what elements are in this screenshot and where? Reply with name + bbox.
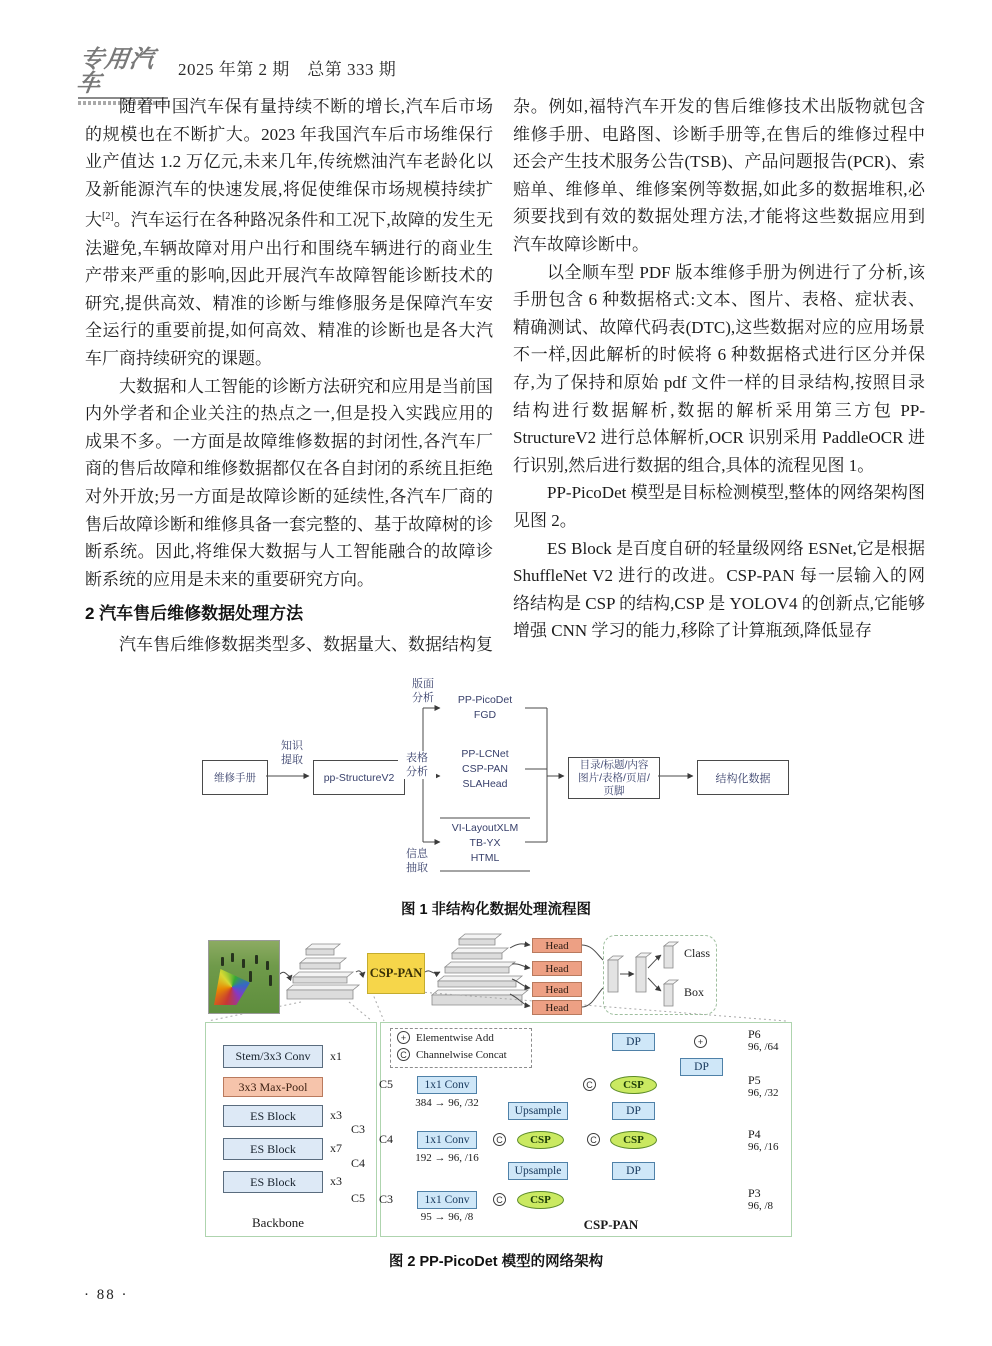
feature-pyramid-small bbox=[287, 944, 359, 999]
stage-line: CSP-PAN bbox=[462, 763, 508, 775]
page-number: · 88 · bbox=[84, 1287, 129, 1303]
flow-stage-picodet bbox=[445, 693, 525, 723]
channelwise-concat-icon: C bbox=[397, 1048, 410, 1061]
elementwise-add-icon: + bbox=[397, 1031, 410, 1044]
paragraph: PP-PicoDet 模型是目标检测模型,整体的网络架构图见图 2。 bbox=[513, 483, 925, 530]
backbone-title: Backbone bbox=[252, 1215, 304, 1230]
es-block-2: ES Block bbox=[223, 1138, 323, 1160]
edge-label-line: 分析 bbox=[406, 766, 428, 778]
flow-stage-lcnet bbox=[445, 747, 525, 792]
legend-box bbox=[390, 1028, 532, 1068]
figure-2-caption: 图 2 PP-PicoDet 模型的网络架构 bbox=[388, 1254, 604, 1270]
paragraph: 汽车售后维修数据类型多、数据量大、数据结构复 bbox=[119, 634, 493, 654]
es-block-2-mult: x7 bbox=[330, 1141, 342, 1155]
stage-line: PP-PicoDet bbox=[457, 694, 513, 706]
head-block-3: Head bbox=[532, 982, 582, 997]
csppan-title: CSP-PAN bbox=[583, 1217, 639, 1232]
stem-mult: x1 bbox=[330, 1049, 342, 1063]
stage-line: PP-LCNet bbox=[461, 748, 509, 760]
output-p6-name: P6 bbox=[748, 1027, 761, 1041]
edge-label-info-extract bbox=[398, 847, 436, 875]
paragraph: ES Block 是百度自研的轻量级网络 ESNet,它是根据 ShuffleNet V2 进行的改进。CSP-PAN 每一层输入的网络结构是 CSP 的结构,CSP 是 YOLOV4 的创新点,它能够增强 CNN 学习的能力,移除了计算瓶颈,降低显存 bbox=[513, 538, 925, 641]
head-block-1: Head bbox=[532, 938, 582, 953]
edge-label-table-analysis bbox=[398, 751, 436, 779]
dims-c3: 95 → 96, /8 bbox=[420, 1211, 474, 1223]
stage-line: SLAHead bbox=[462, 778, 508, 790]
tap-c5-label: C5 bbox=[351, 1191, 366, 1205]
edge-label-line: 版面 bbox=[412, 678, 434, 690]
class-output-label: Class bbox=[684, 946, 711, 960]
edge-label-line: 表格 bbox=[406, 752, 428, 764]
result-line: 页脚 bbox=[603, 784, 625, 797]
person-figure bbox=[242, 959, 245, 968]
issue-info: 2025 年第 2 期 总第 333 期 bbox=[178, 60, 397, 79]
column-right bbox=[513, 93, 925, 645]
dp-block-p4-to-p5: DP bbox=[612, 1102, 655, 1120]
flow-node-repair-manual: 维修手册 bbox=[202, 760, 268, 795]
maxpool-block: 3x3 Max-Pool bbox=[223, 1077, 323, 1097]
head-block-2: Head bbox=[532, 961, 582, 976]
paragraph: 杂。例如,福特汽车开发的售后维修技术出版物就包含维修手册、电路图、诊断手册等,在售后的维修过程中还会产生技术服务公告(TSB)、产品问题报告(PCR)、索赔单、维修单、维修案例等数据,如此多的数据堆积,必须要找到有效的数据处理方法,才能将这些数据应用到汽车故障诊断中。 bbox=[513, 97, 925, 254]
input-c4-label: C4 bbox=[379, 1132, 394, 1146]
edge-label-line: 分析 bbox=[412, 692, 434, 704]
stage-line: VI-LayoutXLM bbox=[451, 822, 519, 834]
section-heading: 2 汽车售后维修数据处理方法 bbox=[85, 604, 304, 624]
figure-2-network-architecture bbox=[200, 932, 800, 1244]
figure-1-caption: 图 1 非结构化数据处理流程图 bbox=[400, 902, 592, 918]
dp-block-p5-to-p6: DP bbox=[680, 1058, 723, 1076]
legend-elementwise-add bbox=[397, 1031, 531, 1044]
conv-1x1-c5: 1x1 Conv bbox=[417, 1076, 477, 1094]
concat-node-c4: C bbox=[493, 1133, 506, 1146]
dims-c4: 192 → 96, /16 bbox=[415, 1152, 479, 1164]
es-block-1: ES Block bbox=[223, 1105, 323, 1127]
output-p5-dims: 96, /32 bbox=[748, 1087, 779, 1099]
csp-block-p5: CSP bbox=[610, 1076, 657, 1094]
upsample-block-1: Upsample bbox=[508, 1102, 568, 1120]
kite-graphic bbox=[214, 969, 250, 1005]
edge-label-line: 信息 bbox=[406, 848, 428, 860]
column-left bbox=[85, 93, 493, 659]
concat-node-p4: C bbox=[587, 1133, 600, 1146]
output-p3-name: P3 bbox=[748, 1186, 761, 1200]
person-figure bbox=[255, 955, 258, 964]
concat-node-c3: C bbox=[493, 1193, 506, 1206]
conv-1x1-c4: 1x1 Conv bbox=[417, 1131, 477, 1149]
input-c3-label: C3 bbox=[379, 1192, 394, 1206]
output-p4-dims: 96, /16 bbox=[748, 1141, 779, 1153]
flow-node-structured-data: 结构化数据 bbox=[697, 760, 789, 795]
flow-node-pp-structure: pp-StructureV2 bbox=[313, 760, 405, 795]
csp-block-p3: CSP bbox=[517, 1191, 564, 1209]
paragraph: 以全顺车型 PDF 版本维修手册为例进行了分析,该手册包含 6 种数据格式:文本、图片、表格、症状表、精确测试、故障代码表(DTC),这些数据对应的应用场景不一样,因此解析的时候将 6 种数据格式进行区分并保存,为了保持和原始 pdf 文件一样的目录结构,按照目录结构进行数据解析,数据的解析采用第三方包 PP-StructureV2 进行总体解析,OCR 识别采用 PaddleOCR 进行识别,然后进行数据的组合,具体的流程见图 1。 bbox=[513, 262, 925, 475]
output-p6-dims: 96, /64 bbox=[748, 1041, 779, 1053]
paragraph-text: 。汽车运行在各种路况条件和工况下,故障的发生无法避免,车辆故障对用户出行和围绕车辆进行的商业生产带来严重的影响,因此开展汽车故障智能诊断技术的研究,提供高效、精准的诊断与维修服务是保障汽车安全运行的重要前提,如何高效、精准的诊断也是各大汽车厂商持续研究的课题。 bbox=[85, 211, 494, 368]
concat-node-c5: C bbox=[583, 1078, 596, 1091]
es-block-1-mult: x3 bbox=[330, 1108, 342, 1122]
edge-label-line: 提取 bbox=[281, 754, 303, 766]
result-line: 目录/标题/内容 bbox=[579, 758, 649, 771]
citation-superscript: [2] bbox=[102, 211, 114, 223]
edge-label-line: 抽取 bbox=[406, 862, 428, 874]
paragraph: 大数据和人工智能的诊断方法研究和应用是当前国内外学者和企业关注的热点之一,但是投入实践应用的成果不多。一方面是故障维修数据的封闭性,各汽车厂商的售后故障和维修数据都仅在各自封闭的系统且拒绝对外开放;另一方面是故障诊断的延续性,各汽车厂商的售后故障诊断和维修具备一套完整的、基于故障树的诊断系统。因此,将维保大数据与人工智能融合的故障诊断系统的应用是未来的重要研究方向。 bbox=[85, 376, 493, 589]
dp-block-p3-to-p4: DP bbox=[612, 1162, 655, 1180]
journal-logo-text: 专用汽车 bbox=[74, 47, 157, 97]
edge-label-line: 知识 bbox=[281, 740, 303, 752]
dims-c5: 384 → 96, /32 bbox=[415, 1097, 479, 1109]
person-figure bbox=[269, 975, 272, 986]
stage-line: FGD bbox=[473, 709, 497, 721]
edge-label-layout-analysis bbox=[403, 677, 443, 705]
output-p3-dims: 96, /8 bbox=[748, 1200, 774, 1212]
csp-block-p4: CSP bbox=[610, 1131, 657, 1149]
flow-node-result-types bbox=[568, 757, 660, 799]
upsample-block-2: Upsample bbox=[508, 1162, 568, 1180]
edge-label-knowledge-extract bbox=[272, 739, 312, 767]
tap-c3-label: C3 bbox=[351, 1122, 366, 1136]
add-node-p6: + bbox=[694, 1035, 707, 1048]
stage-line: TB-YX bbox=[469, 837, 501, 849]
stem-conv-block: Stem/3x3 Conv bbox=[223, 1045, 323, 1068]
dp-block-top: DP bbox=[612, 1033, 655, 1051]
legend-add-label: Elementwise Add bbox=[416, 1031, 494, 1044]
person-figure bbox=[221, 957, 224, 966]
paragraph-text: 随着中国汽车保有量持续不断的增长,汽车后市场的规模也在不断扩大。2023 年我国汽车后市场维保行业产值达 1.2 万亿元,未来几年,传统燃油汽车老龄化以及新能源汽车的快速发展,将促使维保市场规模持续扩大 bbox=[85, 97, 493, 231]
result-line: 图片/表格/页眉/ bbox=[578, 771, 650, 784]
stage-line: HTML bbox=[470, 852, 500, 864]
csp-pan-block: CSP-PAN bbox=[367, 953, 425, 994]
head-block-4: Head bbox=[532, 1000, 582, 1015]
person-figure bbox=[231, 953, 234, 962]
input-image bbox=[208, 940, 280, 1014]
es-block-3: ES Block bbox=[223, 1171, 323, 1193]
output-p4-name: P4 bbox=[748, 1127, 761, 1141]
output-p5-name: P5 bbox=[748, 1073, 761, 1087]
legend-concat-label: Channelwise Concat bbox=[416, 1048, 507, 1061]
person-figure bbox=[249, 971, 252, 982]
es-block-3-mult: x3 bbox=[330, 1174, 342, 1188]
paragraph bbox=[85, 93, 493, 373]
person-figure bbox=[266, 961, 269, 970]
box-output-label: Box bbox=[684, 985, 705, 999]
flow-stage-layoutxlm bbox=[441, 821, 529, 866]
figure-1-flow-diagram bbox=[190, 675, 802, 890]
tap-c4-label: C4 bbox=[351, 1156, 366, 1170]
input-c5-label: C5 bbox=[379, 1077, 394, 1091]
csp-block-c4: CSP bbox=[517, 1131, 564, 1149]
legend-channelwise-concat bbox=[397, 1048, 531, 1061]
conv-1x1-c3: 1x1 Conv bbox=[417, 1191, 477, 1209]
